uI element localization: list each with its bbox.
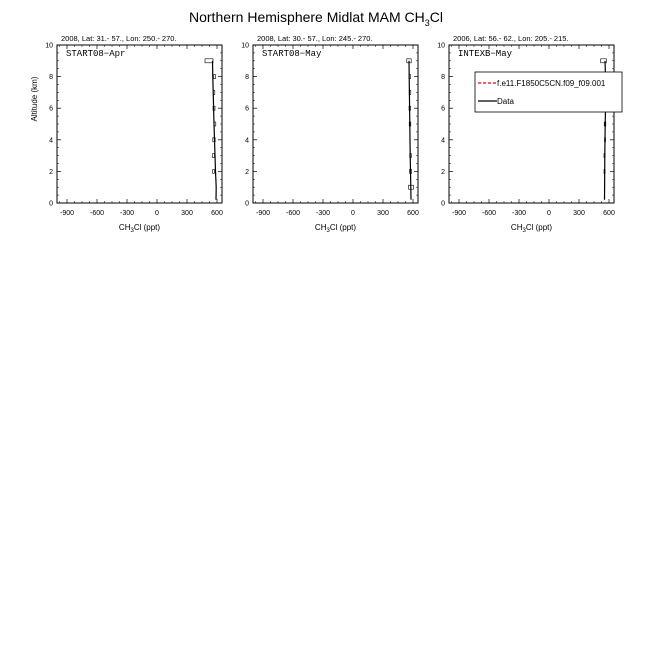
- x-tick-label: -900: [451, 210, 467, 217]
- y-tick-label: 0: [49, 200, 53, 208]
- x-tick-label: -600: [481, 210, 497, 217]
- y-tick-label: 8: [49, 74, 53, 82]
- legend-box: [475, 72, 622, 112]
- panel-header: 2008, Lat: 31.- 57., Lon: 250.- 270.: [61, 34, 177, 43]
- y-tick-label: 4: [49, 137, 53, 145]
- panel-header: 2008, Lat: 30.- 57., Lon: 245.- 270.: [257, 34, 373, 43]
- x-tick-label: 300: [573, 210, 585, 217]
- x-tick-label: 0: [547, 210, 551, 217]
- x-tick-label: 300: [181, 210, 193, 217]
- x-tick-label: 0: [351, 210, 355, 217]
- y-tick-label: 2: [245, 168, 249, 176]
- y-tick-label: 8: [245, 74, 249, 82]
- y-tick-label: 6: [441, 105, 445, 113]
- legend-data-label: Data: [497, 97, 514, 106]
- y-tick-label: 4: [441, 137, 445, 145]
- y-tick-label-top: 10: [437, 42, 445, 50]
- x-axis-label: $CH_3Cl$ (ppt): [118, 223, 161, 234]
- y-tick-label: 6: [49, 105, 53, 113]
- x-tick-label: -300: [315, 210, 331, 217]
- figure-title: Northern Hemisphere Midlat MAM $CH_3Cl$: [189, 9, 443, 28]
- x-tick-label: 600: [211, 210, 223, 217]
- x-tick-label: -600: [89, 210, 105, 217]
- x-tick-label: -600: [285, 210, 301, 217]
- y-axis-label: Altitude (km): [30, 76, 39, 122]
- x-tick-label: 600: [603, 210, 615, 217]
- y-tick-label: 4: [245, 137, 249, 145]
- y-tick-label: 2: [441, 168, 445, 176]
- panel-title: START08−Apr: [66, 49, 126, 59]
- x-tick-label: -300: [511, 210, 527, 217]
- y-tick-label: 0: [245, 200, 249, 208]
- y-tick-label: 8: [441, 74, 445, 82]
- y-tick-label: 6: [245, 105, 249, 113]
- x-tick-label: -900: [59, 210, 75, 217]
- panel-header: 2006, Lat: 56.- 62., Lon: 205.- 215.: [453, 34, 569, 43]
- panel-title: INTEXB−May: [458, 49, 513, 59]
- legend-model-label: f.e11.F1850C5CN.f09_f09.001: [497, 79, 606, 88]
- x-tick-label: -300: [119, 210, 135, 217]
- x-tick-label: -900: [255, 210, 271, 217]
- x-axis-label: $CH_3Cl$ (ppt): [510, 223, 553, 234]
- y-tick-label-top: 10: [45, 42, 53, 50]
- y-tick-label: 0: [441, 200, 445, 208]
- x-tick-label: 600: [407, 210, 419, 217]
- x-tick-label: 300: [377, 210, 389, 217]
- chart-legend: [475, 72, 622, 112]
- panel-title: START08−May: [262, 49, 322, 59]
- x-axis-label: $CH_3Cl$ (ppt): [314, 223, 357, 234]
- x-tick-label: 0: [155, 210, 159, 217]
- y-tick-label-top: 10: [241, 42, 249, 50]
- y-tick-label: 2: [49, 168, 53, 176]
